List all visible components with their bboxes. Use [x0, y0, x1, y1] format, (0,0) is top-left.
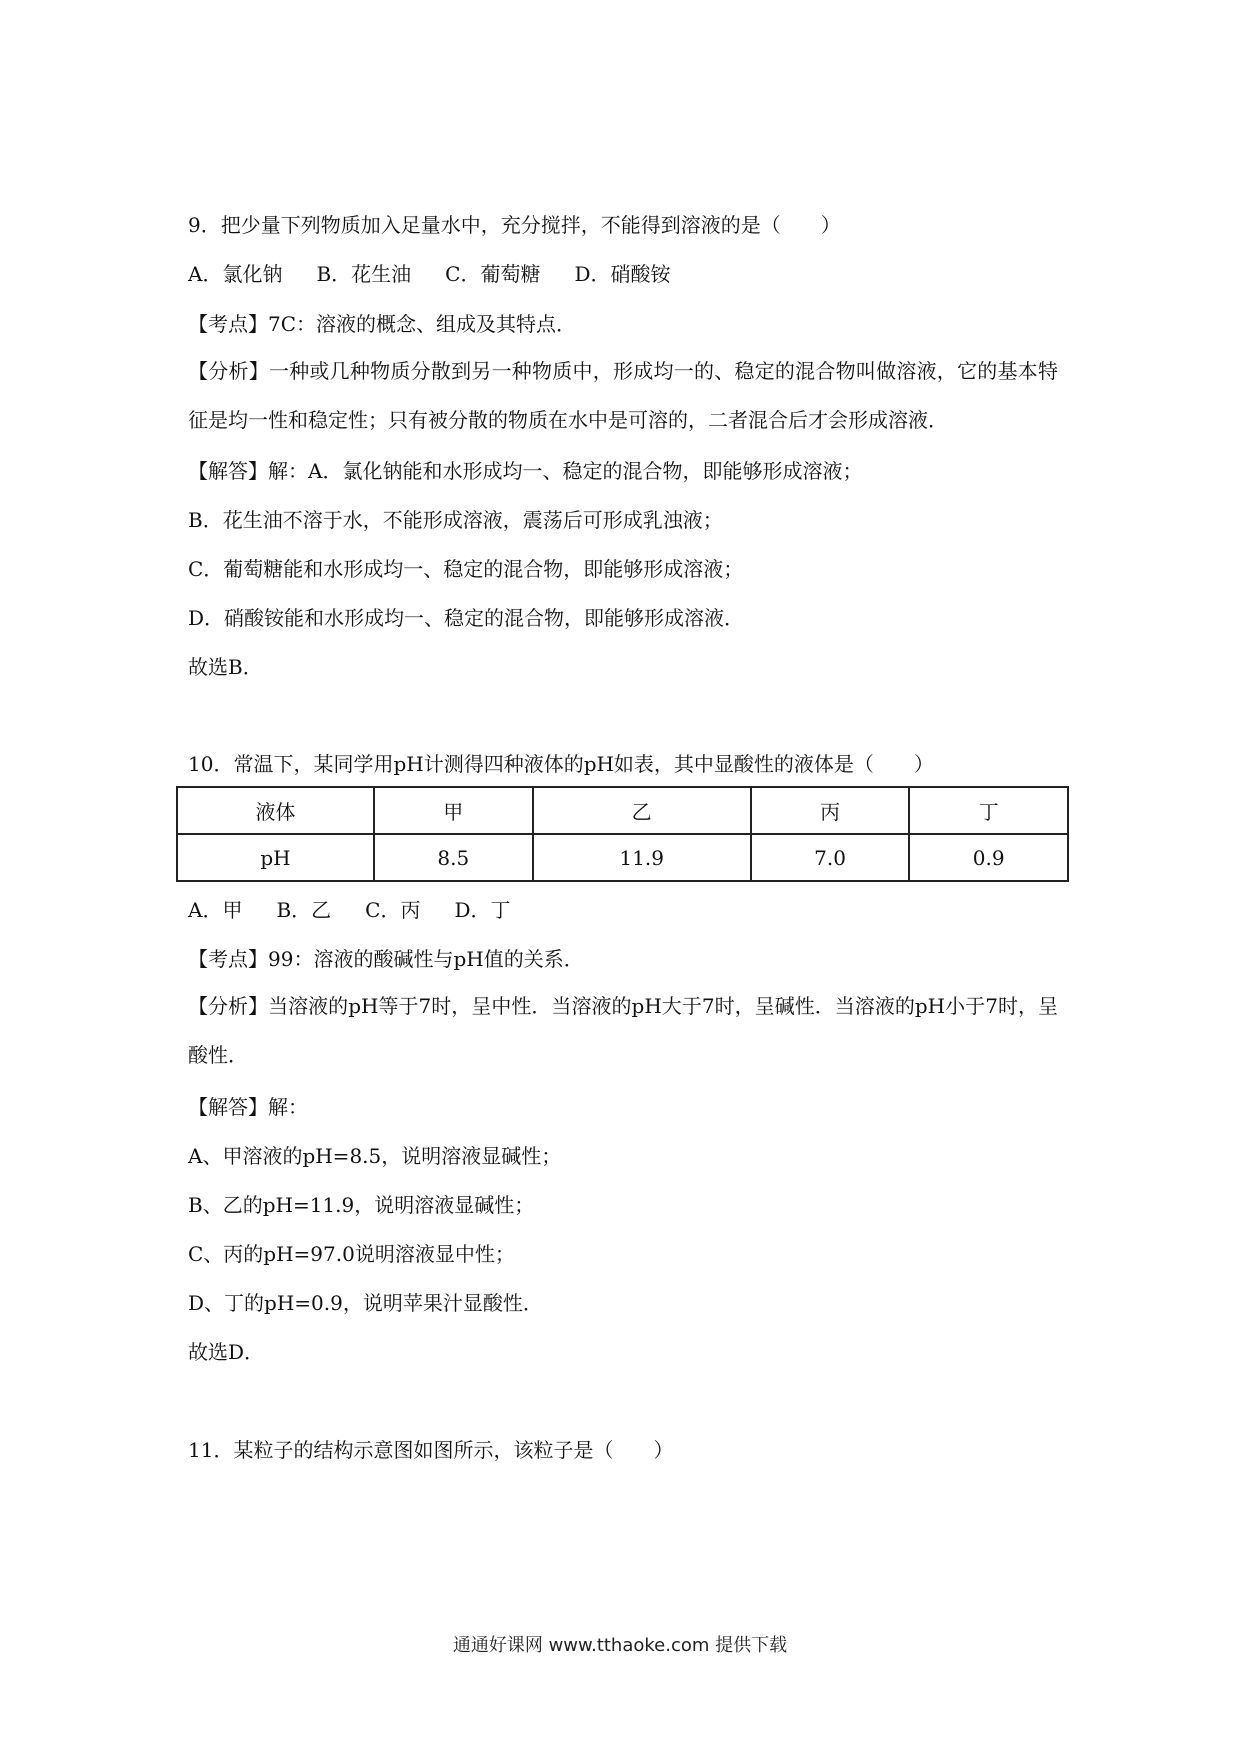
q9-line-d: D．硝酸铵能和水形成均一、稳定的混合物，即能够形成溶液．: [188, 606, 745, 630]
table-cell: 8.5: [374, 834, 533, 881]
q9-jieda: 【解答】解：A．氯化钠能和水形成均一、稳定的混合物，即能够形成溶液；: [188, 459, 863, 483]
table-row: [177, 787, 1068, 834]
q9-fenxi: 【分析】一种或几种物质分散到另一种物质中，形成均一的、稳定的混合物叫做溶液，它的基本特征是均一性和稳定性；只有被分散的物质在水中是可溶的，二者混合后才会形成溶液．: [188, 359, 1058, 432]
q10-option-a: A．甲: [188, 898, 243, 922]
table-cell: 7.0: [751, 834, 910, 881]
q9-line-b: B．花生油不溶于水，不能形成溶液，震荡后可形成乳浊液；: [188, 508, 723, 532]
q10-jieda: 【解答】解：: [188, 1095, 308, 1119]
q10-options: [188, 896, 511, 924]
table-header-cell: 甲: [374, 787, 533, 834]
q9-option-a: A．氯化钠: [188, 262, 283, 286]
q10-option-d: D．丁: [454, 898, 511, 922]
q10-option-c: C．丙: [365, 898, 421, 922]
q9-option-c: C．葡萄糖: [445, 262, 541, 286]
q9-option-b: B．花生油: [316, 262, 412, 286]
q9-option-d: D．硝酸铵: [574, 262, 671, 286]
table-cell: pH: [177, 834, 374, 881]
q10-option-b: B．乙: [276, 898, 332, 922]
q10-line-d: D、丁的pH=0.9，说明苹果汁显酸性．: [188, 1291, 543, 1315]
q10-line-a: A、甲溶液的pH=8.5，说明溶液显碱性；: [188, 1144, 562, 1168]
page-footer: 通通好课网 www.tthaoke.com 提供下载: [452, 1635, 788, 1656]
ph-table: [176, 786, 1069, 882]
table-header-cell: 乙: [533, 787, 751, 834]
table-row: [177, 834, 1068, 881]
table-header-cell: 丁: [909, 787, 1068, 834]
q10-kaodian: 【考点】99：溶液的酸碱性与pH值的关系．: [188, 947, 584, 971]
table-header-cell: 丙: [751, 787, 910, 834]
q9-stem: 9．把少量下列物质加入足量水中，充分搅拌，不能得到溶液的是（ ）: [188, 213, 841, 237]
q9-kaodian: 【考点】7C：溶液的概念、组成及其特点．: [188, 312, 577, 336]
q10-line-b: B、乙的pH=11.9，说明溶液显碱性；: [188, 1193, 535, 1217]
q9-answer: 故选B．: [188, 655, 263, 679]
q10-line-c: C、丙的pH=97.0说明溶液显中性；: [188, 1242, 515, 1266]
q10-answer: 故选D．: [188, 1340, 265, 1364]
table-cell: 0.9: [909, 834, 1068, 881]
q11-stem: 11．某粒子的结构示意图如图所示，该粒子是（ ）: [188, 1438, 674, 1462]
q9-line-c: C．葡萄糖能和水形成均一、稳定的混合物，即能够形成溶液；: [188, 557, 744, 581]
q10-fenxi: 【分析】当溶液的pH等于7时，呈中性．当溶液的pH大于7时，呈碱性．当溶液的pH小于7时，呈酸性．: [188, 994, 1058, 1067]
q9-options: [188, 260, 671, 288]
table-header-cell: 液体: [177, 787, 374, 834]
q10-stem: 10．常温下，某同学用pH计测得四种液体的pH如表，其中显酸性的液体是（ ）: [188, 752, 934, 776]
table-cell: 11.9: [533, 834, 751, 881]
